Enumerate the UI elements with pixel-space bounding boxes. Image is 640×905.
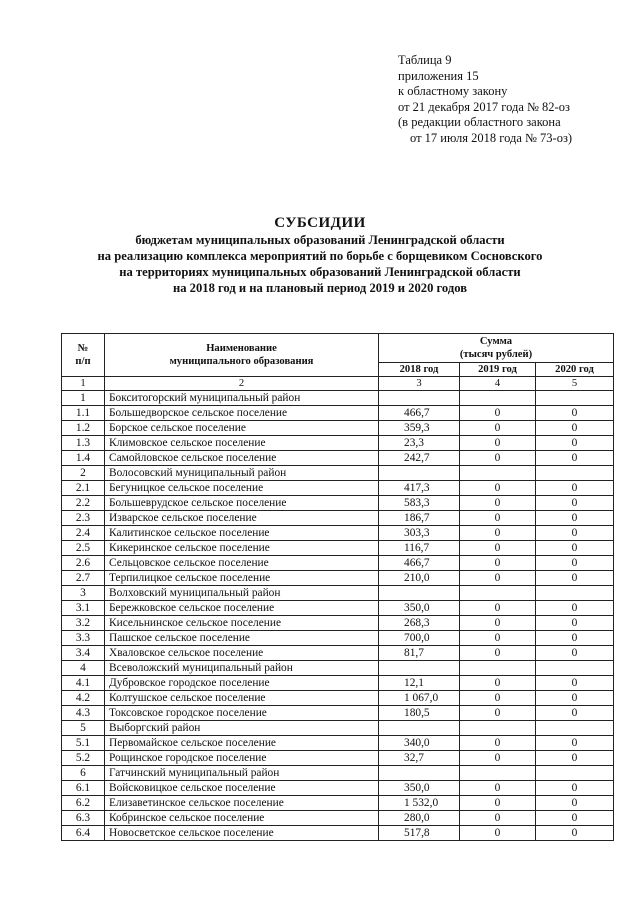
header-year-2019: 2019 год <box>460 363 536 377</box>
row-value-2019: 0 <box>460 826 536 841</box>
row-value-2020: 0 <box>536 601 614 616</box>
row-name: Калитинское сельское поселение <box>105 526 379 541</box>
row-value-2019: 0 <box>460 676 536 691</box>
row-value-2020: 0 <box>536 526 614 541</box>
row-name: Хваловское сельское поселение <box>105 646 379 661</box>
header-year-2020: 2020 год <box>536 363 614 377</box>
row-number: 3 <box>62 586 105 601</box>
row-value-2019: 0 <box>460 631 536 646</box>
title-main: СУБСИДИИ <box>274 215 366 231</box>
row-name: Гатчинский муниципальный район <box>105 766 379 781</box>
row-value-2018: 1 532,0 <box>379 796 460 811</box>
row-number: 1.1 <box>62 406 105 421</box>
row-value-2019: 0 <box>460 421 536 436</box>
row-name: Бегуницкое сельское поселение <box>105 481 379 496</box>
row-value-2018: 340,0 <box>379 736 460 751</box>
row-number: 1.2 <box>62 421 105 436</box>
row-name: Новосветское сельское поселение <box>105 826 379 841</box>
row-value-2020 <box>536 586 614 601</box>
table-row <box>62 661 614 676</box>
document-title <box>0 214 640 296</box>
row-name: Пашское сельское поселение <box>105 631 379 646</box>
table-row <box>62 586 614 601</box>
table-row <box>62 496 614 511</box>
row-value-2019 <box>460 466 536 481</box>
row-value-2020: 0 <box>536 436 614 451</box>
row-value-2020: 0 <box>536 481 614 496</box>
row-number: 4.2 <box>62 691 105 706</box>
table-row <box>62 391 614 406</box>
row-number: 5.1 <box>62 736 105 751</box>
table-row <box>62 571 614 586</box>
row-number: 2.4 <box>62 526 105 541</box>
row-name: Бережковское сельское поселение <box>105 601 379 616</box>
row-value-2020: 0 <box>536 646 614 661</box>
row-value-2018: 359,3 <box>379 421 460 436</box>
table-row <box>62 796 614 811</box>
row-value-2018: 280,0 <box>379 811 460 826</box>
row-value-2018: 23,3 <box>379 436 460 451</box>
row-number: 3.3 <box>62 631 105 646</box>
row-value-2019: 0 <box>460 706 536 721</box>
row-value-2019: 0 <box>460 751 536 766</box>
row-number: 2.1 <box>62 481 105 496</box>
row-value-2018 <box>379 766 460 781</box>
column-index: 5 <box>536 377 614 391</box>
row-number: 6.4 <box>62 826 105 841</box>
appendix-line: приложения 15 <box>398 68 479 83</box>
row-value-2018 <box>379 721 460 736</box>
table-row <box>62 556 614 571</box>
row-name: Елизаветинское сельское поселение <box>105 796 379 811</box>
row-name: Волховский муниципальный район <box>105 586 379 601</box>
row-value-2019: 0 <box>460 601 536 616</box>
row-name: Терпилицкое сельское поселение <box>105 571 379 586</box>
row-number: 3.1 <box>62 601 105 616</box>
row-value-2019 <box>460 721 536 736</box>
table-row <box>62 526 614 541</box>
row-value-2019 <box>460 586 536 601</box>
table-row <box>62 511 614 526</box>
title-line: на территориях муниципальных образований Ленинградской области <box>119 265 521 279</box>
row-value-2018: 186,7 <box>379 511 460 526</box>
table-row <box>62 631 614 646</box>
row-number: 6.1 <box>62 781 105 796</box>
appendix-line: к областному закону <box>398 84 508 98</box>
row-value-2020: 0 <box>536 571 614 586</box>
table-row <box>62 736 614 751</box>
header-name: Наименование муниципального образования <box>105 334 379 377</box>
row-name: Бокситогорский муниципальный район <box>105 391 379 406</box>
row-value-2020: 0 <box>536 556 614 571</box>
row-value-2018: 12,1 <box>379 676 460 691</box>
row-value-2019: 0 <box>460 481 536 496</box>
row-value-2019: 0 <box>460 496 536 511</box>
row-name: Кисельнинское сельское поселение <box>105 616 379 631</box>
column-index: 3 <box>379 377 460 391</box>
row-value-2018 <box>379 661 460 676</box>
row-value-2020 <box>536 766 614 781</box>
row-number: 1.4 <box>62 451 105 466</box>
row-number: 2.5 <box>62 541 105 556</box>
row-value-2019: 0 <box>460 436 536 451</box>
table-row <box>62 811 614 826</box>
row-name: Волосовский муниципальный район <box>105 466 379 481</box>
table-row <box>62 691 614 706</box>
appendix-line: от 21 декабря 2017 года № 82-оз <box>398 99 570 114</box>
table-row <box>62 706 614 721</box>
row-value-2018: 268,3 <box>379 616 460 631</box>
row-value-2020: 0 <box>536 811 614 826</box>
header-year-2018: 2018 год <box>379 363 460 377</box>
row-value-2018: 583,3 <box>379 496 460 511</box>
row-value-2018: 350,0 <box>379 601 460 616</box>
row-number: 4.1 <box>62 676 105 691</box>
row-name: Первомайское сельское поселение <box>105 736 379 751</box>
table-row <box>62 646 614 661</box>
row-value-2018: 417,3 <box>379 481 460 496</box>
appendix-line: (в редакции областного закона <box>398 115 561 129</box>
row-name: Климовское сельское поселение <box>105 436 379 451</box>
row-name: Колтушское сельское поселение <box>105 691 379 706</box>
row-value-2019: 0 <box>460 691 536 706</box>
row-value-2019: 0 <box>460 556 536 571</box>
table-row <box>62 616 614 631</box>
row-value-2019: 0 <box>460 781 536 796</box>
row-value-2019: 0 <box>460 811 536 826</box>
row-value-2020 <box>536 661 614 676</box>
row-name: Рощинское городское поселение <box>105 751 379 766</box>
row-number: 3.2 <box>62 616 105 631</box>
row-value-2018: 242,7 <box>379 451 460 466</box>
row-number: 2 <box>62 466 105 481</box>
row-name: Кобринское сельское поселение <box>105 811 379 826</box>
table-row <box>62 751 614 766</box>
row-value-2019 <box>460 391 536 406</box>
row-value-2020: 0 <box>536 706 614 721</box>
row-value-2018: 81,7 <box>379 646 460 661</box>
row-value-2018: 350,0 <box>379 781 460 796</box>
row-number: 2.6 <box>62 556 105 571</box>
column-index: 1 <box>62 377 105 391</box>
row-name: Кикеринское сельское поселение <box>105 541 379 556</box>
row-name: Борское сельское поселение <box>105 421 379 436</box>
row-number: 4.3 <box>62 706 105 721</box>
appendix-line: Таблица 9 <box>398 53 452 67</box>
row-value-2018: 1 067,0 <box>379 691 460 706</box>
row-name: Выборгский район <box>105 721 379 736</box>
table-row <box>62 406 614 421</box>
table-row <box>62 601 614 616</box>
table-row <box>62 421 614 436</box>
table-row <box>62 481 614 496</box>
row-value-2018: 303,3 <box>379 526 460 541</box>
row-value-2020: 0 <box>536 541 614 556</box>
row-value-2019: 0 <box>460 406 536 421</box>
appendix-line: от 17 июля 2018 года № 73-оз) <box>410 130 573 145</box>
title-line: на 2018 год и на плановый период 2019 и 2020 годов <box>172 281 468 295</box>
row-name: Дубровское городское поселение <box>105 676 379 691</box>
table-row <box>62 451 614 466</box>
row-value-2018 <box>379 391 460 406</box>
row-value-2020: 0 <box>536 736 614 751</box>
row-value-2018: 210,0 <box>379 571 460 586</box>
row-value-2020: 0 <box>536 781 614 796</box>
row-name: Сельцовское сельское поселение <box>105 556 379 571</box>
row-value-2018: 517,8 <box>379 826 460 841</box>
row-value-2020 <box>536 391 614 406</box>
column-index: 2 <box>105 377 379 391</box>
row-name: Большеврудское сельское поселение <box>105 496 379 511</box>
row-value-2018: 32,7 <box>379 751 460 766</box>
row-name: Изварское сельское поселение <box>105 511 379 526</box>
table-row <box>62 466 614 481</box>
row-value-2020 <box>536 466 614 481</box>
row-value-2020: 0 <box>536 616 614 631</box>
row-value-2018: 180,5 <box>379 706 460 721</box>
row-value-2018 <box>379 466 460 481</box>
title-line: бюджетам муниципальных образований Ленинградской области <box>135 233 505 247</box>
row-value-2019: 0 <box>460 796 536 811</box>
row-value-2020: 0 <box>536 826 614 841</box>
row-value-2019 <box>460 661 536 676</box>
row-value-2018: 700,0 <box>379 631 460 646</box>
header-sum: Сумма (тысяч рублей) <box>379 334 614 363</box>
row-name: Большедворское сельское поселение <box>105 406 379 421</box>
row-number: 5 <box>62 721 105 736</box>
row-number: 3.4 <box>62 646 105 661</box>
row-value-2020: 0 <box>536 451 614 466</box>
row-value-2019: 0 <box>460 616 536 631</box>
row-value-2020: 0 <box>536 421 614 436</box>
table-row <box>62 541 614 556</box>
row-number: 6.2 <box>62 796 105 811</box>
table-row <box>62 721 614 736</box>
row-value-2019: 0 <box>460 451 536 466</box>
title-line: на реализацию комплекса мероприятий по борьбе с борщевиком Сосновского <box>97 249 543 263</box>
table-row <box>62 436 614 451</box>
row-name: Токсовское городское поселение <box>105 706 379 721</box>
row-value-2019: 0 <box>460 571 536 586</box>
row-value-2018: 466,7 <box>379 406 460 421</box>
row-value-2019 <box>460 766 536 781</box>
table-header <box>62 334 614 391</box>
row-number: 5.2 <box>62 751 105 766</box>
table-row <box>62 766 614 781</box>
row-value-2020: 0 <box>536 511 614 526</box>
row-value-2020: 0 <box>536 796 614 811</box>
row-value-2020: 0 <box>536 691 614 706</box>
row-value-2019: 0 <box>460 646 536 661</box>
row-value-2020: 0 <box>536 406 614 421</box>
subsidies-table <box>61 333 614 841</box>
row-value-2020: 0 <box>536 751 614 766</box>
row-number: 2.2 <box>62 496 105 511</box>
row-name: Самойловское сельское поселение <box>105 451 379 466</box>
row-value-2020: 0 <box>536 676 614 691</box>
row-value-2020: 0 <box>536 631 614 646</box>
row-number: 6 <box>62 766 105 781</box>
row-value-2020: 0 <box>536 496 614 511</box>
row-number: 6.3 <box>62 811 105 826</box>
table-row <box>62 826 614 841</box>
row-number: 1.3 <box>62 436 105 451</box>
column-index: 4 <box>460 377 536 391</box>
row-value-2020 <box>536 721 614 736</box>
row-value-2019: 0 <box>460 736 536 751</box>
table-row <box>62 781 614 796</box>
table-body <box>62 391 614 841</box>
row-name: Войсковицкое сельское поселение <box>105 781 379 796</box>
row-value-2019: 0 <box>460 526 536 541</box>
row-number: 4 <box>62 661 105 676</box>
row-value-2019: 0 <box>460 541 536 556</box>
row-value-2018 <box>379 586 460 601</box>
table-row <box>62 676 614 691</box>
row-value-2018: 116,7 <box>379 541 460 556</box>
row-number: 1 <box>62 391 105 406</box>
row-value-2019: 0 <box>460 511 536 526</box>
row-value-2018: 466,7 <box>379 556 460 571</box>
row-number: 2.7 <box>62 571 105 586</box>
row-name: Всеволожский муниципальный район <box>105 661 379 676</box>
row-number: 2.3 <box>62 511 105 526</box>
appendix-reference <box>398 53 572 146</box>
header-number: № п/п <box>62 334 105 377</box>
